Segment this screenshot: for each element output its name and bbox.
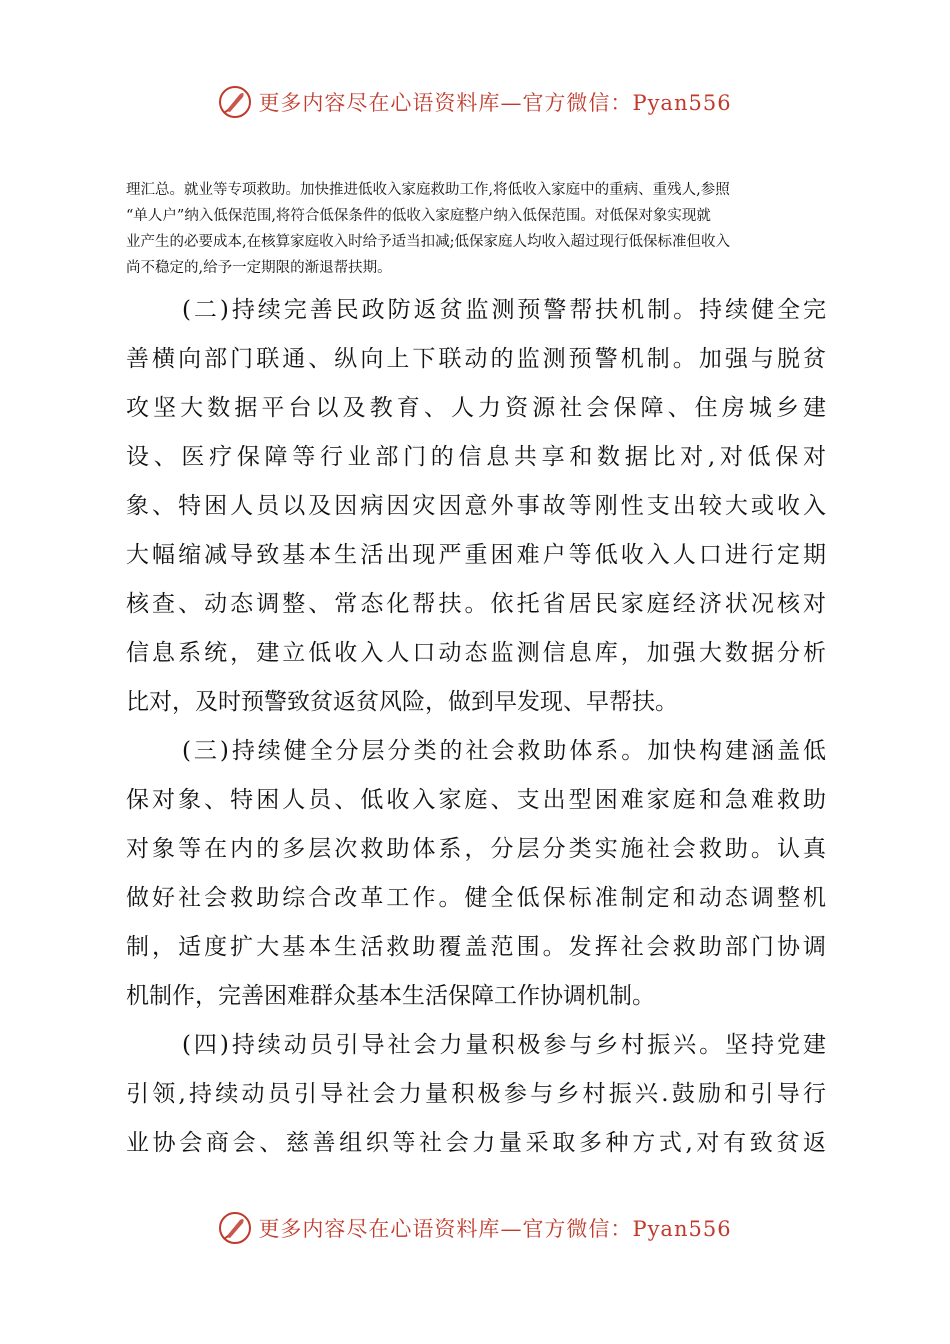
body-line: 制，适度扩大基本生活救助覆盖范围。发挥社会救助部门协调 — [126, 934, 826, 960]
small-paragraph — [126, 177, 826, 281]
section-2-heading-line: (二)持续完善民政防返贫监测预警帮扶机制。持续健全完 — [182, 297, 826, 323]
body-line: 信息系统，建立低收入人口动态监测信息库，加强大数据分析 — [126, 640, 826, 666]
section-3 — [126, 727, 826, 1021]
body-line: 大幅缩减导致基本生活出现严重困难户等低收入人口进行定期 — [126, 542, 826, 568]
body-line: 做好社会救助综合改革工作。健全低保标准制定和动态调整机 — [126, 885, 826, 911]
small-line: “单人户”纳入低保范围,将符合低保条件的低收入家庭整户纳入低保范围。对低保对象实现就 — [126, 208, 711, 224]
body-line: 保对象、特困人员、低收入家庭、支出型困难家庭和急难救助 — [126, 787, 826, 813]
header-watermark-text: 更多内容尽在心语资料库 — [258, 91, 501, 115]
small-line: 业产生的必要成本,在核算家庭收入时给予适当扣减;低保家庭人均收入超过现行低保标准但收入 — [126, 234, 730, 250]
body-line: 核查、动态调整、常态化帮扶。依托省居民家庭经济状况核对 — [126, 591, 826, 617]
section-3-heading-line: (三)持续健全分层分类的社会救助体系。加快构建涵盖低 — [182, 738, 826, 764]
section-4 — [126, 1021, 826, 1168]
body-line: 象、特困人员以及因病因灾因意外事故等刚性支出较大或收入 — [126, 493, 826, 519]
header-watermark-separator: — — [500, 91, 523, 115]
small-line: 尚不稳定的,给予一定期限的渐退帮扶期。 — [126, 260, 392, 276]
footer-wechat-label: 官方微信： — [522, 1217, 633, 1241]
quill-logo-icon — [218, 1211, 252, 1245]
quill-logo-icon — [218, 85, 252, 119]
body-line: 引领,持续动员引导社会力量积极参与乡村振兴.鼓励和引导行 — [126, 1081, 826, 1107]
body-line: 业协会商会、慈善组织等社会力量采取多种方式,对有致贫返 — [126, 1130, 826, 1156]
body-line: 对象等在内的多层次救助体系，分层分类实施社会救助。认真 — [126, 836, 826, 862]
small-line: 理汇总。就业等专项救助。加快推进低收入家庭救助工作,将低收入家庭中的重病、重残人,参照 — [126, 182, 730, 198]
section-2 — [126, 286, 826, 727]
body-line: 善横向部门联通、纵向上下联动的监测预警机制。加强与脱贫 — [126, 346, 826, 372]
header-wechat-label: 官方微信： — [522, 91, 633, 115]
footer-watermark — [0, 1208, 950, 1248]
body-line: 比对，及时预警致贫返贫风险，做到早发现、早帮扶。 — [126, 689, 678, 715]
header-wechat-id: Pyan556 — [632, 91, 732, 115]
body-text — [126, 286, 826, 1168]
body-line: 攻坚大数据平台以及教育、人力资源社会保障、住房城乡建 — [126, 395, 826, 421]
footer-wechat-id: Pyan556 — [632, 1217, 732, 1241]
section-4-heading-line: (四)持续动员引导社会力量积极参与乡村振兴。坚持党建 — [182, 1032, 826, 1058]
footer-watermark-text: 更多内容尽在心语资料库 — [258, 1217, 501, 1241]
body-line: 设、医疗保障等行业部门的信息共享和数据比对,对低保对 — [126, 444, 826, 470]
footer-watermark-separator: — — [500, 1217, 523, 1241]
body-line: 机制作，完善困难群众基本生活保障工作协调机制。 — [126, 983, 655, 1009]
header-watermark — [0, 82, 950, 122]
